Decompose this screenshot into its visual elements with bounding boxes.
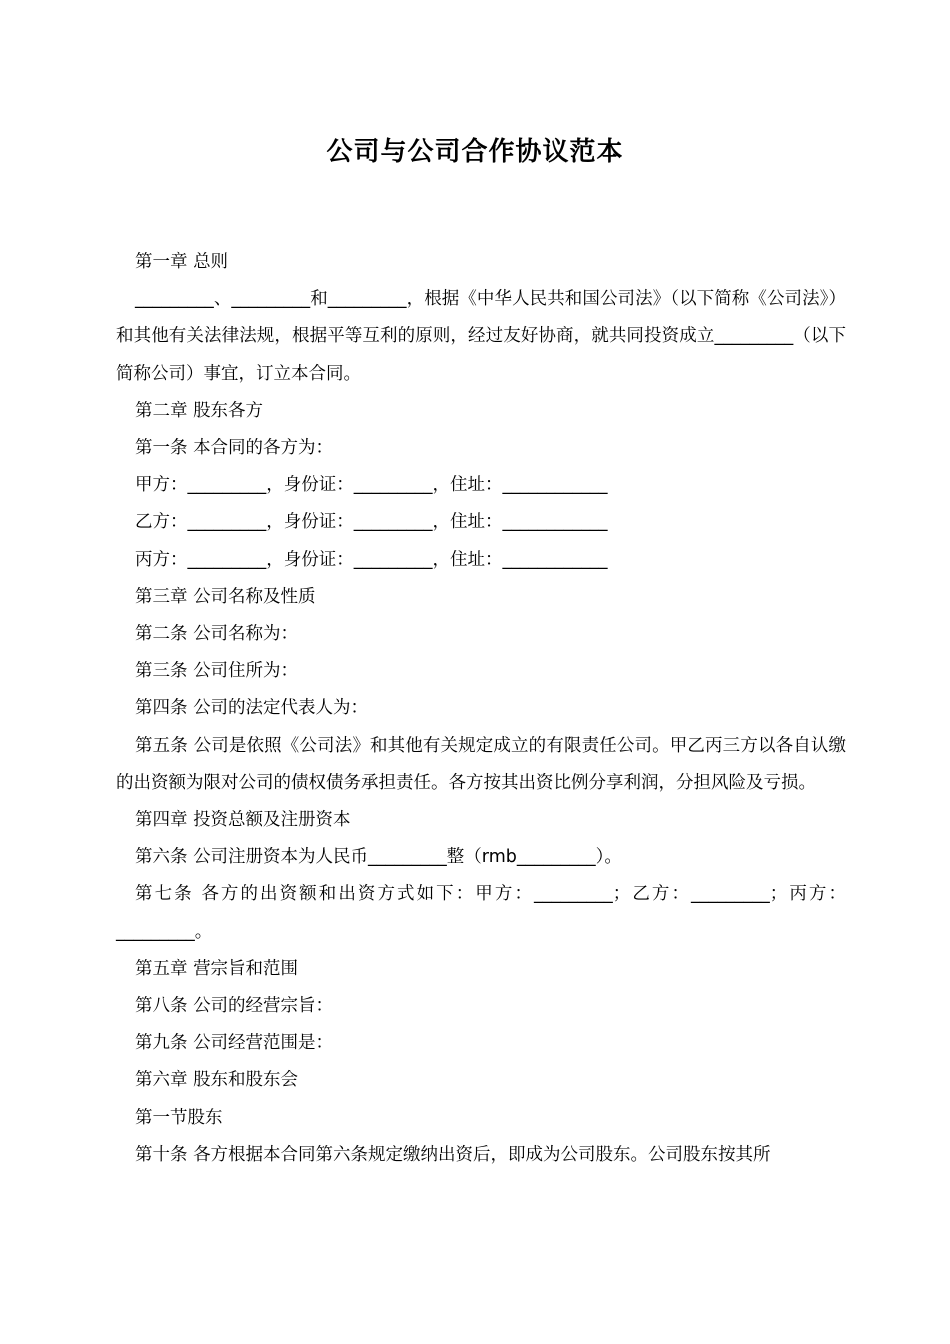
article-8: 第八条 公司的经营宗旨： [135,996,334,1017]
section-1-heading: 第一节股东 [135,1107,223,1128]
chapter-5-heading: 第五章 营宗旨和范围 [135,958,299,979]
party-c-line: 丙方：_________，身份证：_________，住址：____________ [135,549,608,570]
preamble-paragraph: _________、_________和_________，根据《中华人民共和国公司法》（以下简称《公司法》）和其他有关法律法规，根据平等互利的原则，经过友好协商，就共同投资成立_________（以下简称公司）事宜，订立本合同。 [116,289,846,384]
article-5: 第五条 公司是依照《公司法》和其他有关规定成立的有限责任公司。甲乙丙三方以各自认缴的出资额为限对公司的债权债务承担责任。各方按其出资比例分享利润，分担风险及亏损。 [116,735,846,793]
article-10: 第十条 各方根据本合同第六条规定缴纳出资后，即成为公司股东。公司股东按其所 [135,1144,771,1165]
party-b-line: 乙方：_________，身份证：_________，住址：____________ [135,512,608,533]
article-1: 第一条 本合同的各方为： [135,438,334,459]
chapter-2-heading: 第二章 股东各方 [135,400,264,421]
chapter-4-heading: 第四章 投资总额及注册资本 [135,810,351,831]
article-9: 第九条 公司经营范围是： [135,1033,334,1054]
party-a-line: 甲方：_________，身份证：_________，住址：____________ [135,475,608,496]
article-2: 第二条 公司名称为： [135,624,299,645]
article-3: 第三条 公司住所为： [135,661,299,682]
document-title: 公司与公司合作协议范本 [326,137,624,167]
chapter-3-heading: 第三章 公司名称及性质 [135,586,316,607]
article-6: 第六条 公司注册资本为人民币_________整（rmb_________）。 [135,847,622,868]
chapter-1-heading: 第一章 总则 [135,252,229,272]
article-4: 第四条 公司的法定代表人为： [135,698,369,719]
article-7: 第七条 各方的出资额和出资方式如下：甲方：_________；乙方：_________；丙方：_________。 [116,884,846,942]
document-body [116,244,846,1174]
chapter-6-heading: 第六章 股东和股东会 [135,1070,299,1091]
